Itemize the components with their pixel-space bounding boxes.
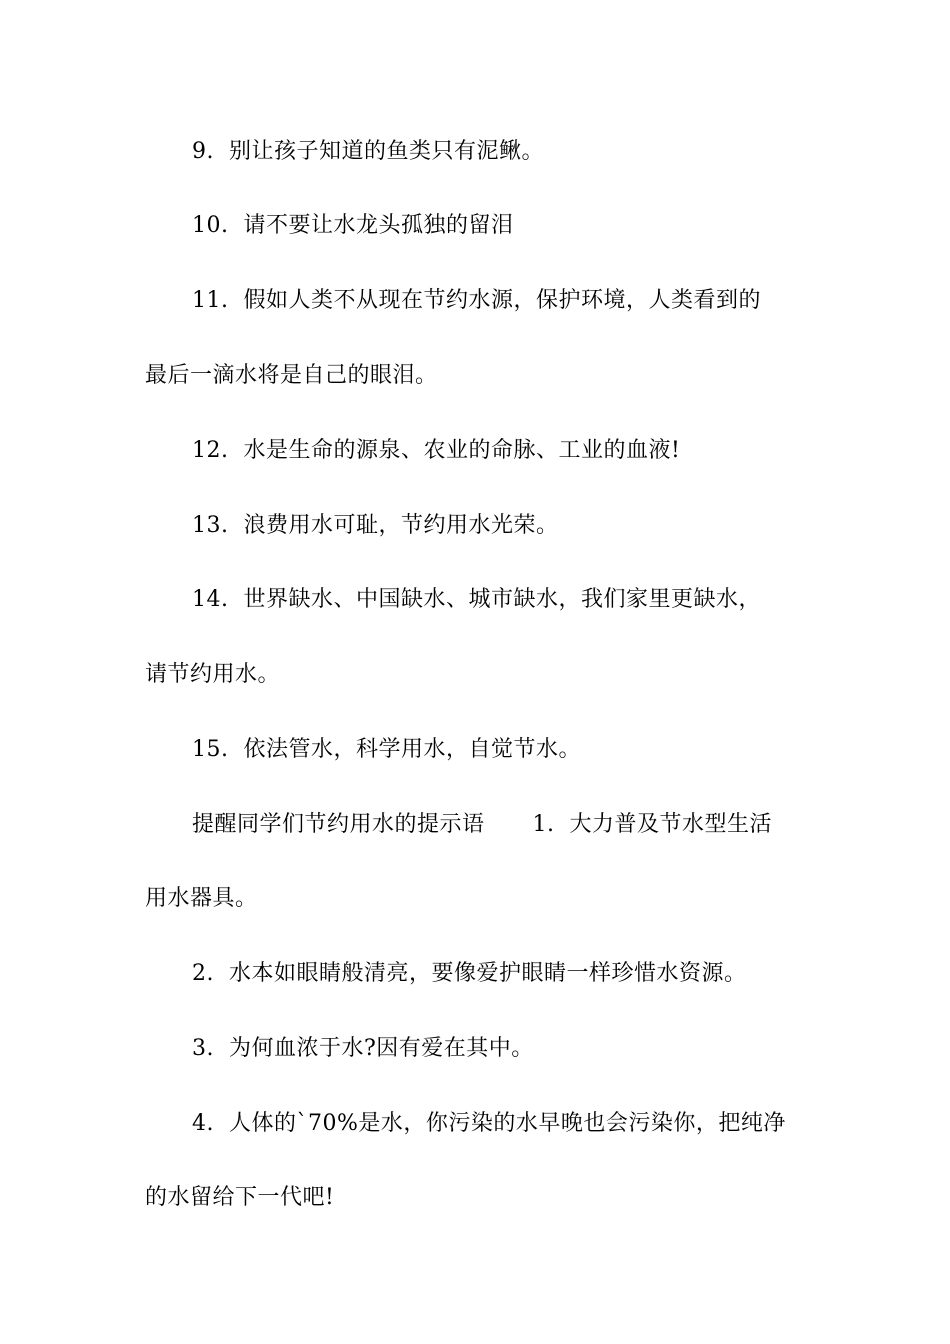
paragraph-line: 10. 请不要让水龙头孤独的留泪 [192, 213, 514, 238]
paragraph-line: 4. 人体的`70%是水，你污染的水早晚也会污染你，把纯净 [192, 1111, 786, 1136]
paragraph-line: 13. 浪费用水可耻，节约用水光荣。 [192, 513, 559, 538]
paragraph-line: 请节约用水。 [145, 662, 281, 687]
section-heading-line [192, 810, 772, 840]
paragraph-line: 用水器具。 [145, 886, 258, 911]
paragraph-line: 2. 水本如眼睛般清亮，要像爱护眼睛一样珍惜水资源。 [192, 961, 747, 986]
paragraph-line: 12. 水是生命的源泉、农业的命脉、工业的血液! [192, 438, 681, 463]
paragraph-line: 3. 为何血浓于水?因有爱在其中。 [192, 1036, 534, 1061]
paragraph-text: 1. 大力普及节水型生活 [532, 812, 772, 837]
paragraph-line: 的水留给下一代吧! [145, 1185, 335, 1210]
paragraph-line: 14. 世界缺水、中国缺水、城市缺水，我们家里更缺水， [192, 587, 761, 612]
paragraph-line: 最后一滴水将是自己的眼泪。 [145, 363, 438, 388]
section-heading: 提醒同学们节约用水的提示语 [192, 812, 485, 837]
paragraph-line: 9. 别让孩子知道的鱼类只有泥鳅。 [192, 139, 544, 164]
paragraph-line: 11. 假如人类不从现在节约水源，保护环境，人类看到的 [192, 288, 761, 313]
paragraph-line: 15. 依法管水，科学用水，自觉节水。 [192, 737, 581, 762]
